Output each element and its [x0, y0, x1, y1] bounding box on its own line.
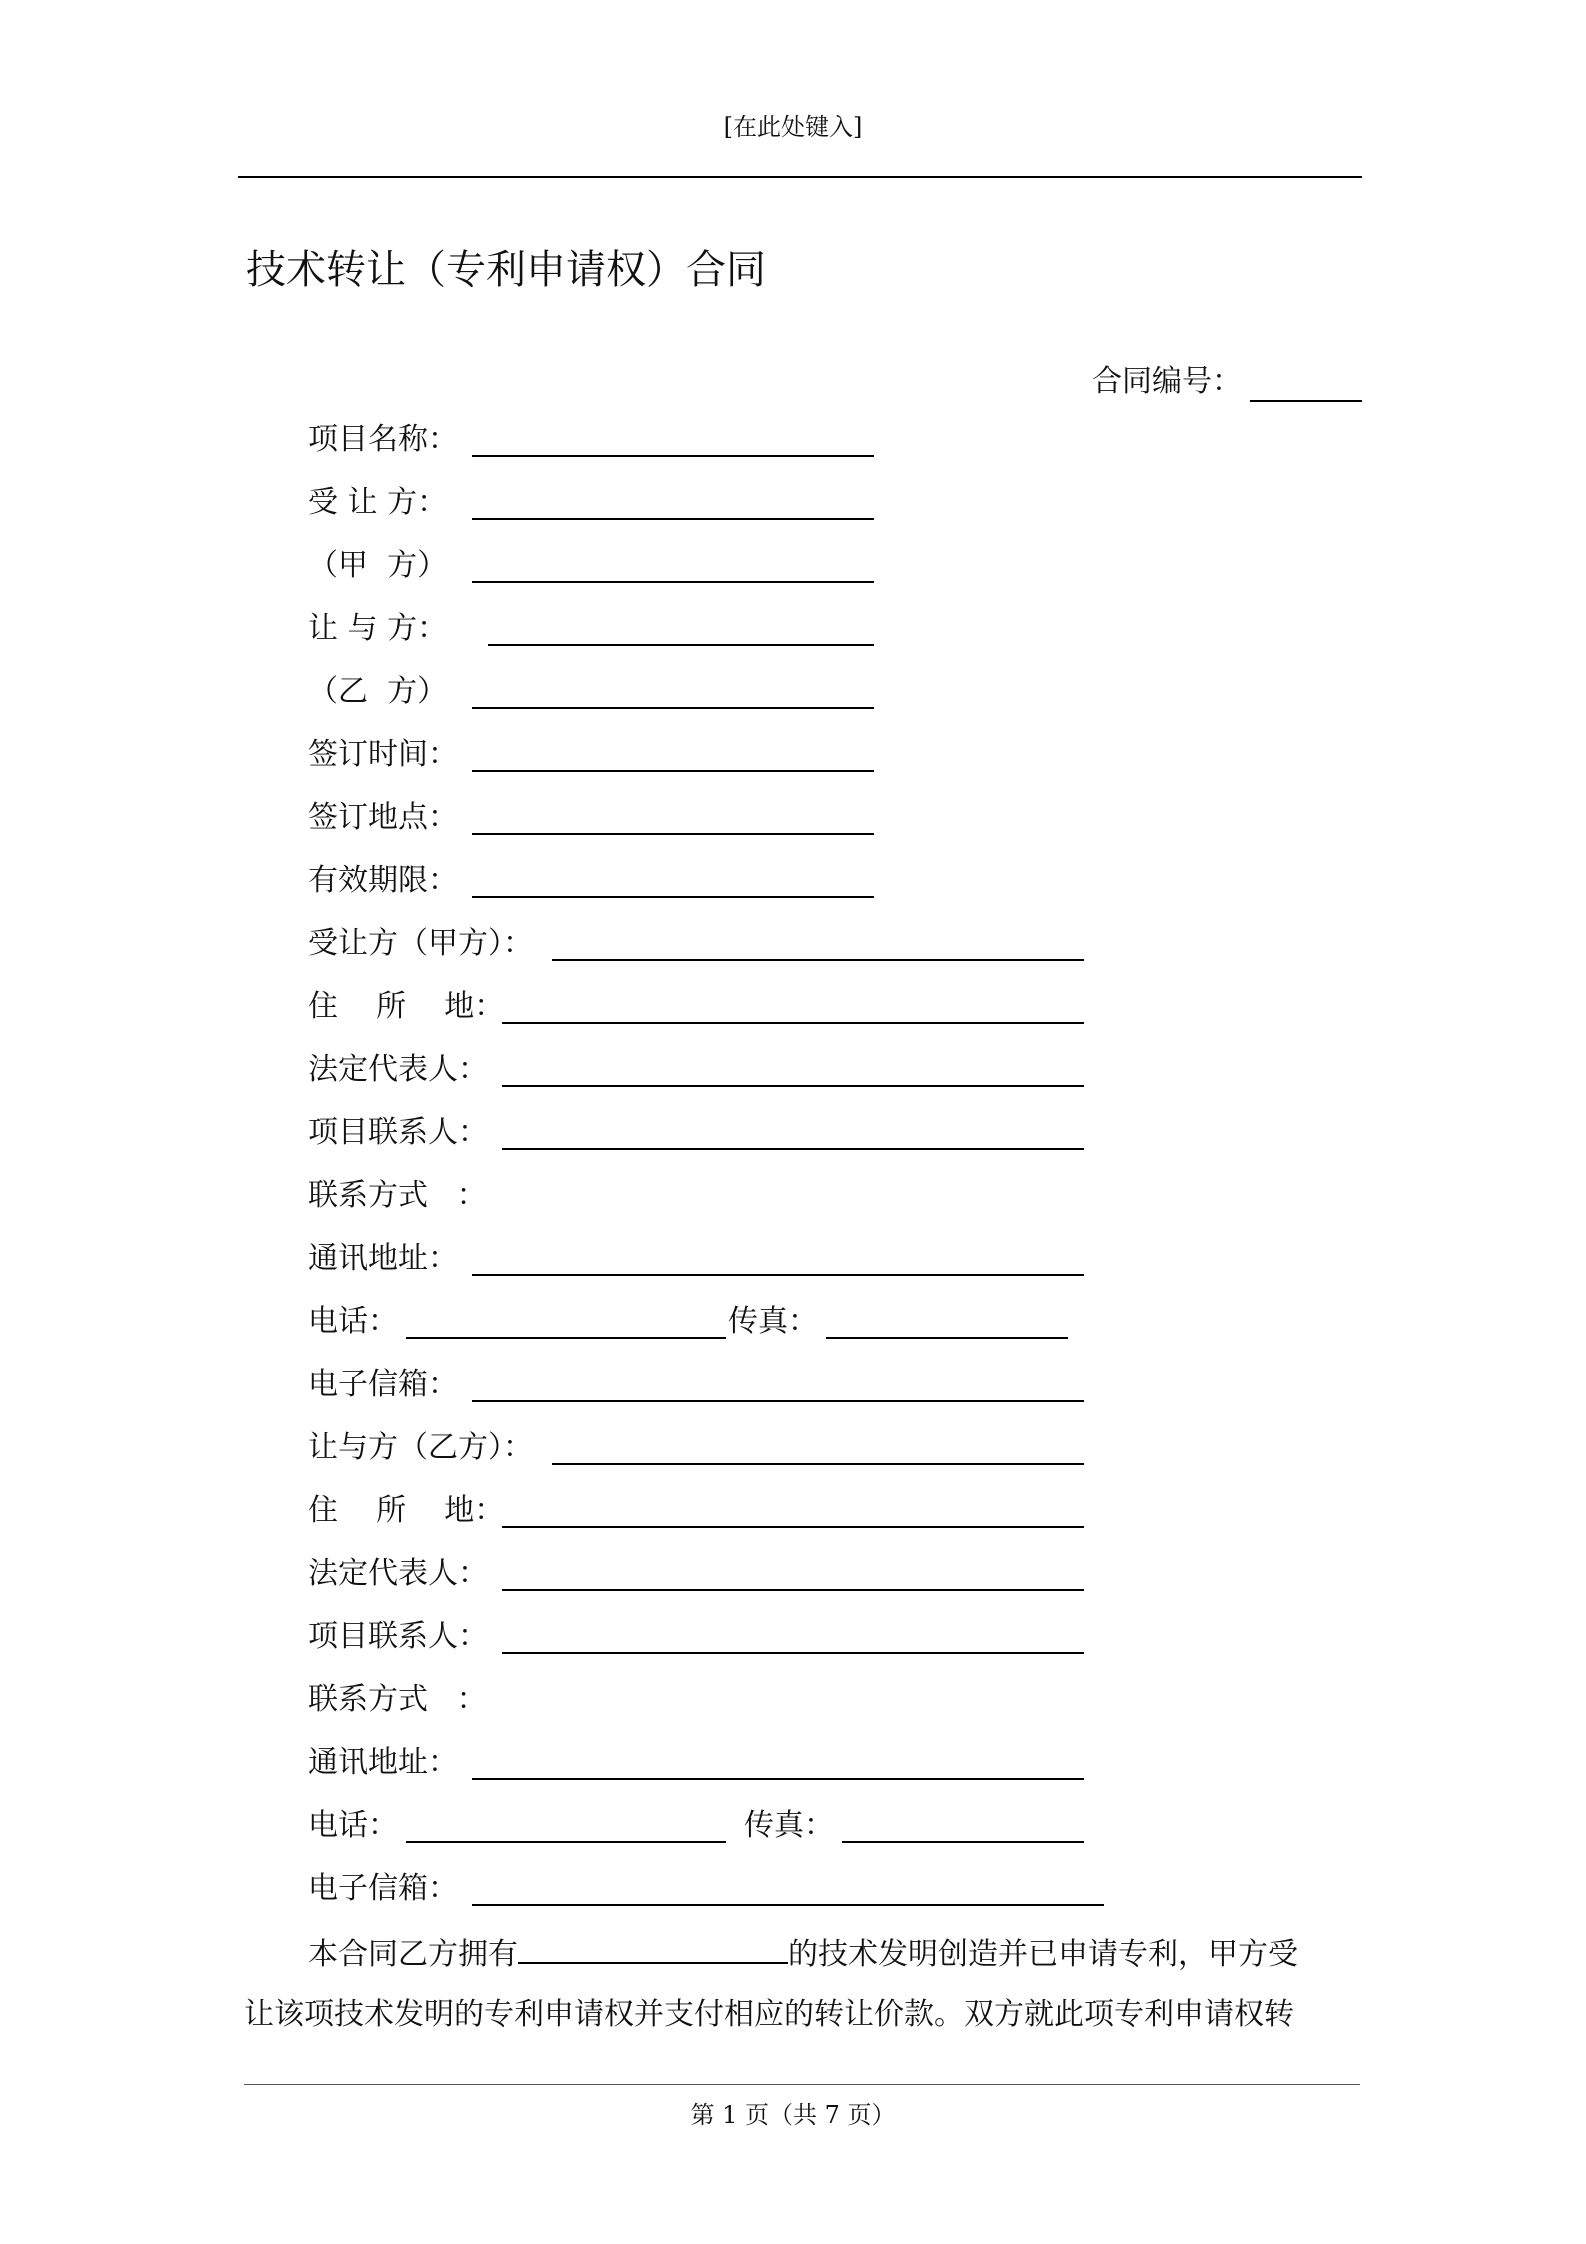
page-header: [在此处键入] [723, 113, 863, 141]
fill-in-line[interactable] [472, 896, 874, 898]
fill-in-line[interactable] [552, 1463, 1084, 1465]
field-label: 有效期限： [308, 863, 458, 898]
fill-in-line[interactable] [472, 455, 874, 457]
body-paragraph-line-2: 让该项技术发明的专利申请权并支付相应的转让价款。双方就此项专利申请权转 [244, 1997, 1294, 2032]
field-label: 电子信箱： [308, 1367, 458, 1402]
field-label: 住 所 地： [308, 1493, 505, 1528]
fill-in-line[interactable] [472, 518, 874, 520]
fill-in-line[interactable] [488, 644, 874, 646]
phone-label: 电话： [308, 1808, 398, 1843]
fill-in-line[interactable] [502, 1652, 1084, 1654]
fill-in-line[interactable] [502, 1148, 1084, 1150]
field-label: 法定代表人： [308, 1556, 488, 1591]
field-label: 让 与 方： [308, 611, 448, 646]
fill-in-line[interactable] [552, 959, 1084, 961]
fill-in-line[interactable] [472, 1400, 1084, 1402]
field-label: 通讯地址： [308, 1241, 458, 1276]
fill-in-line[interactable] [472, 707, 874, 709]
phone-fill-in-line[interactable] [406, 1337, 726, 1339]
field-label: 签订地点： [308, 800, 458, 835]
fax-fill-in-line[interactable] [826, 1337, 1068, 1339]
field-label: 签订时间： [308, 737, 458, 772]
contract-number-field [1092, 362, 1362, 402]
fill-in-line[interactable] [472, 1904, 1104, 1906]
field-label: 受 让 方： [308, 485, 448, 520]
fill-in-line[interactable] [502, 1526, 1084, 1528]
document-title: 技术转让（专利申请权）合同 [246, 247, 766, 293]
fax-label: 传真： [728, 1304, 818, 1339]
field-label: 项目名称： [308, 422, 458, 457]
header-divider [238, 176, 1362, 178]
field-label: 让与方（乙方）： [308, 1430, 533, 1465]
invention-name-blank[interactable] [518, 1932, 788, 1964]
fax-fill-in-line[interactable] [842, 1841, 1084, 1843]
phone-label: 电话： [308, 1304, 398, 1339]
fill-in-line[interactable] [472, 1274, 1084, 1276]
field-label: 法定代表人： [308, 1052, 488, 1087]
field-label: （乙 方） [308, 674, 448, 709]
field-label: 联系方式 ： [308, 1178, 487, 1213]
fax-label: 传真： [744, 1808, 834, 1843]
field-label: 电子信箱： [308, 1871, 458, 1906]
fill-in-line[interactable] [472, 833, 874, 835]
contract-number-label: 合同编号： [1092, 364, 1242, 399]
fill-in-line[interactable] [472, 770, 874, 772]
para-text-suffix: 的技术发明创造并已申请专利，甲方受 [788, 1937, 1298, 1972]
fill-in-line[interactable] [472, 1778, 1084, 1780]
fill-in-line[interactable] [472, 581, 874, 583]
field-label: 联系方式 ： [308, 1682, 487, 1717]
para-text-prefix: 本合同乙方拥有 [308, 1937, 518, 1972]
field-label: 受让方（甲方）： [308, 926, 533, 961]
fill-in-line[interactable] [502, 1589, 1084, 1591]
field-label: 住 所 地： [308, 989, 505, 1024]
footer-divider [244, 2084, 1360, 2085]
field-label: 项目联系人： [308, 1619, 488, 1654]
fill-in-line[interactable] [502, 1085, 1084, 1087]
field-label: （甲 方） [308, 548, 448, 583]
page-footer: 第 1 页（共 7 页） [690, 2101, 896, 2129]
contract-number-blank[interactable] [1250, 368, 1362, 402]
field-label: 项目联系人： [308, 1115, 488, 1150]
phone-fill-in-line[interactable] [406, 1841, 726, 1843]
fill-in-line[interactable] [502, 1022, 1084, 1024]
field-label: 通讯地址： [308, 1745, 458, 1780]
body-paragraph-line-1 [244, 1932, 1358, 1975]
